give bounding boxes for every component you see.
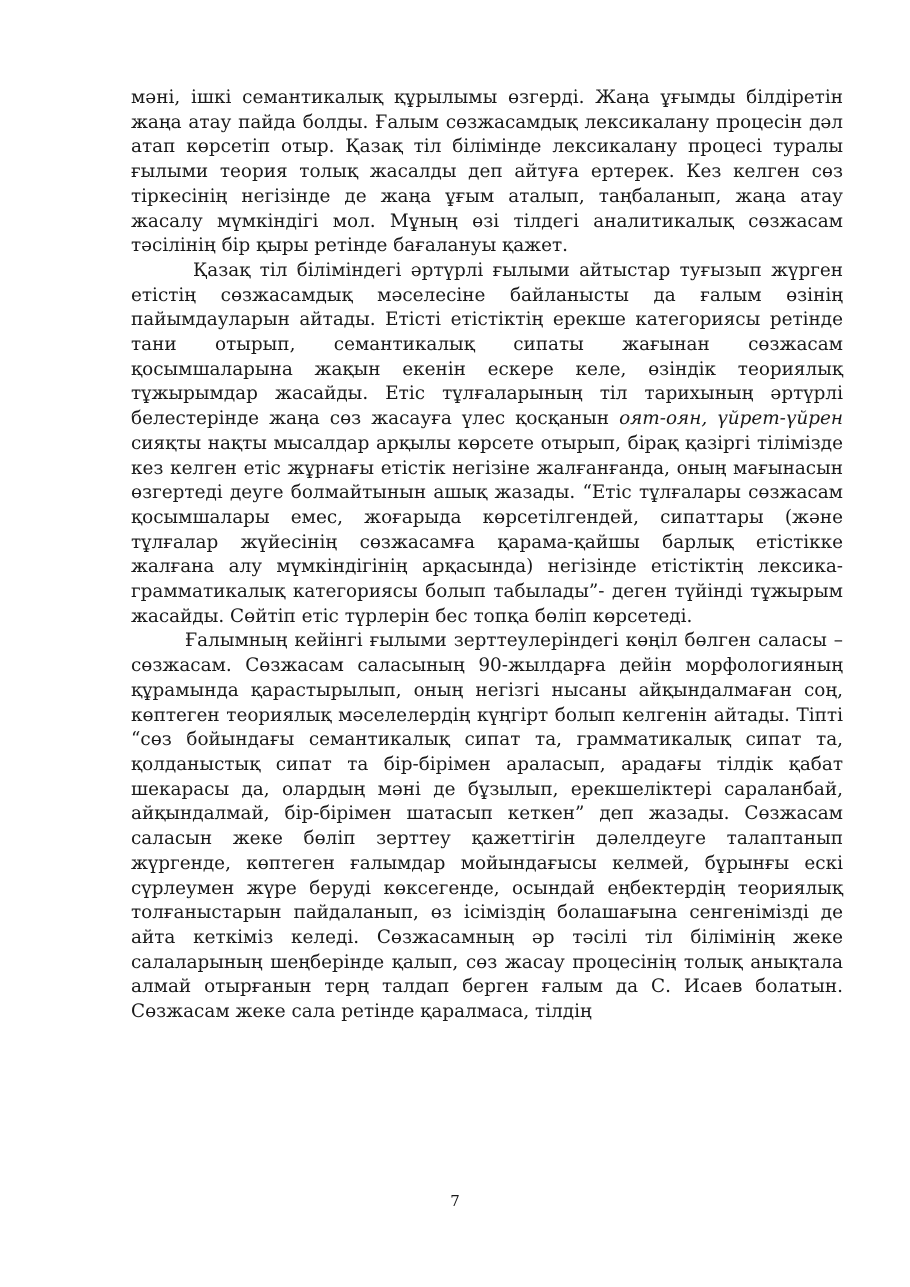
paragraph-1 bbox=[131, 86, 843, 259]
paragraph-2 bbox=[131, 259, 843, 630]
body-text bbox=[131, 86, 843, 1025]
paragraph-2-text-a: Қазақ тіл біліміндегі әртүрлі ғылыми айтыстар туғызып жүрген етістің сөзжасамдық мәселесіне байланысты да ғалым өзінің пайымдауларын айтады. Етісті етістіктің ерекше категориясы ретінде тани отырып, семантикалық сипаты жағынан сөзжасам қосымшаларына жақын екенін ескере келе, өзіндік теориялық тұжырымдар жасайды. Етіс тұлғаларының тіл тарихының әртүрлі белестерінде жаңа сөз жасауға үлес қосқанын bbox=[131, 259, 843, 430]
paragraph-2-examples: оят-оян, үйрет-үйрен bbox=[619, 408, 844, 430]
page-number: 7 bbox=[450, 1192, 460, 1210]
paragraph-2-text-b: сияқты нақты мысалдар арқылы көрсете отырып, бірақ қазіргі тілімізде кез келген етіс жұрнағы етістік негізіне жалғанғанда, оның мағынасын өзгертеді деуге болмайтынын ашық жазады. “Етіс тұлғалары сөзжасам қосымшалары емес, жоғарыда көрсетілгендей, сипаттары (және тұлғалар жүйесінің сөзжасамға қарама-қайшы барлық етістікке жалғана алу мүмкіндігінің арқасында) негізінде етістіктің лексика-грамматикалық категориясы болып табылады”- деген түйінді тұжырым жасайды. Сөйтіп етіс түрлерін бес топқа бөліп көрсетеді. bbox=[131, 432, 843, 627]
paragraph-3 bbox=[131, 629, 843, 1024]
paragraph-1-text: мәні, ішкі семантикалық құрылымы өзгерді. Жаңа ұғымды білдіретін жаңа атау пайда болды. Ғалым сөзжасамдық лексикалану процесін дәл атап көрсетіп отыр. Қазақ тіл білімінде лексикалану процесі туралы ғылыми теория толық жасалды деп айтуға ертерек. Кез келген сөз тіркесінің негізінде де жаңа ұғым аталып, таңбаланып, жаңа атау жасалу мүмкіндігі мол. Мұның өзі тілдегі аналитикалық сөзжасам тәсілінің бір қыры ретінде бағалануы қажет. bbox=[131, 87, 843, 257]
paragraph-3-text: Ғалымның кейінгі ғылыми зерттеулеріндегі көңіл бөлген саласы – сөзжасам. Сөзжасам саласының 90-жылдарға дейін морфологияның құрамында қарастырылып, оның негізгі нысаны айқындалмаған соң, көптеген теориялық мәселелердің күңгірт болып келгенін айтады. Тіпті “сөз бойындағы семантикалық сипат та, грамматикалық сипат та, қолданыстық сипат та бір-бірімен араласып, арадағы тілдік қабат шекарасы да, олардың мәні де бұзылып, ерекшеліктері сараланбай, айқындалмай, бір-бірімен шатасып кеткен” деп жазады. Сөзжасам саласын жеке бөліп зерттеу қажеттігін дәлелдеуге талаптанып жүргенде, көптеген ғалымдар мойындағысы келмей, бұрынғы ескі сүрлеумен жүре беруді көксегенде, осындай еңбектердің теориялық толғаныстарын пайдаланып, өз ісіміздің болашағына сенгенімізді де айта кеткіміз келеді. Сөзжасамның әр тәсілі тіл білімінің жеке салаларының шеңберінде қалып, сөз жасау процесінің толық анықтала алмай отырғанын терң талдап берген ғалым да С. Исаев болатын. Сөзжасам жеке сала ретінде қаралмаса, тілдің bbox=[131, 630, 843, 1023]
